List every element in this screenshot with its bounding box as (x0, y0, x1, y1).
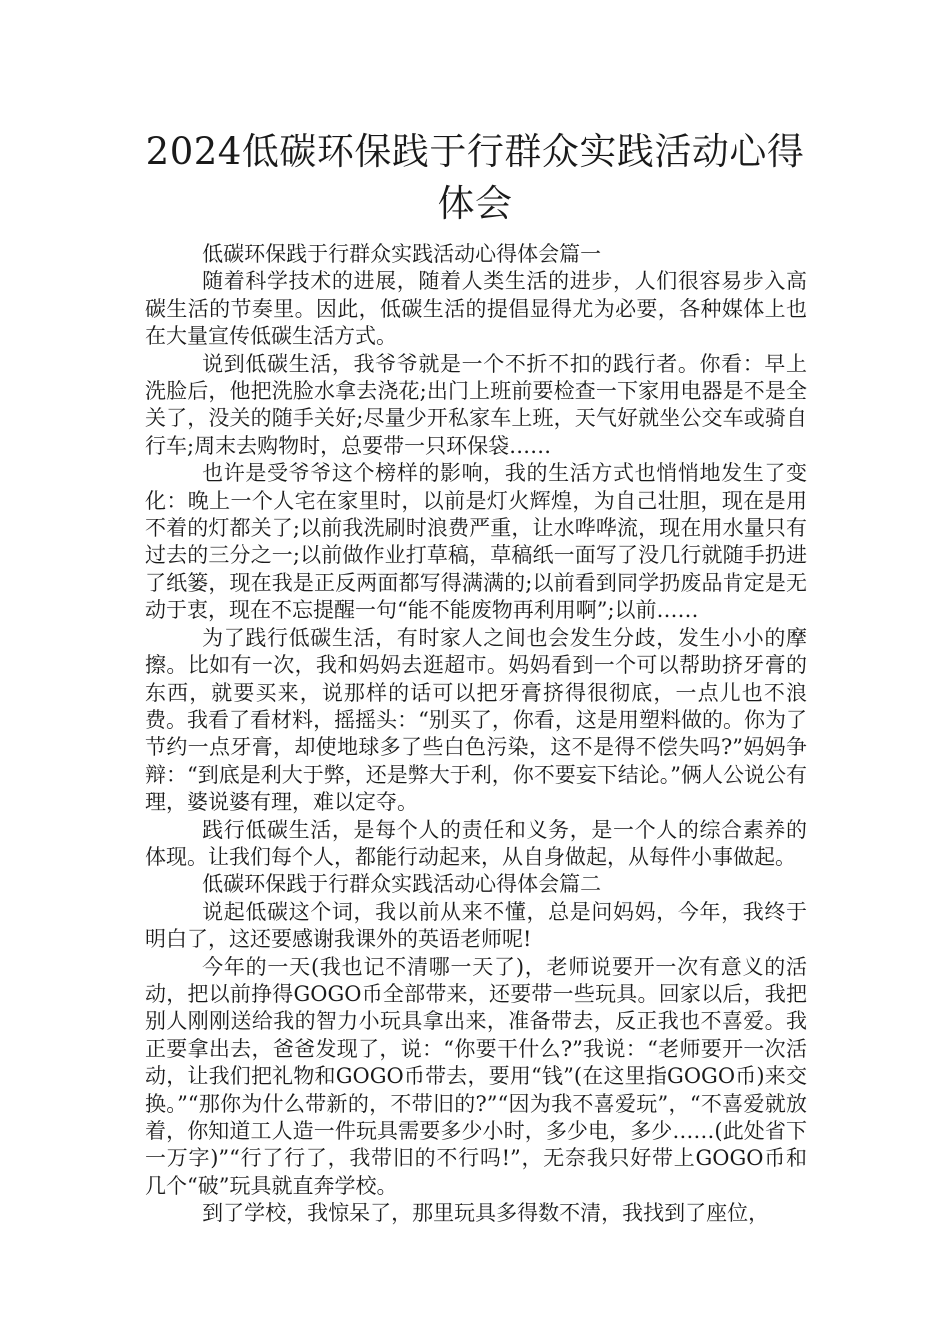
paragraph: 说起低碳这个词，我以前从来不懂，总是问妈妈，今年，我终于明白了，这还要感谢我课外的英语老师呢! (145, 899, 807, 952)
paragraph: 今年的一天(我也记不清哪一天了)，老师说要开一次有意义的活动，把以前挣得GOGO币全部带来，还要带一些玩具。回家以后，我把别人刚刚送给我的智力小玩具拿出来，准备带去，反正我也不喜爱。我正要拿出去，爸爸发现了，说：“你要干什么?”我说：“老师要开一次活动，让我们把礼物和GOGO币带去，要用“钱”(在这里指GOGO币)来交换。”“那你为什么带新的，不带旧的?”“因为我不喜爱玩”，“不喜爱就放着，你知道工人造一件玩具需要多少小时，多少电，多少……(此处省下一万字)”“行了行了，我带旧的不行吗!”，无奈我只好带上GOGO币和几个“破”玩具就直奔学校。 (145, 954, 807, 1198)
section-heading-1: 低碳环保践于行群众实践活动心得体会篇一 (202, 242, 602, 266)
document-body (145, 241, 807, 1228)
paragraph: 也许是受爷爷这个榜样的影响，我的生活方式也悄悄地发生了变化：晚上一个人宅在家里时，以前是灯火辉煌，为自己壮胆，现在是用不着的灯都关了;以前我洗刷时浪费严重，让水哗哗流，现在用水量只有过去的三分之一;以前做作业打草稿，草稿纸一面写了没几行就随手扔进了纸篓，现在我是正反两面都写得满满的;以前看到同学扔废品肯定是无动于衷，现在不忘提醒一句“能不能废物再利用啊”;以前…… (145, 461, 807, 623)
paragraph: 为了践行低碳生活，有时家人之间也会发生分歧，发生小小的摩擦。比如有一次，我和妈妈去逛超市。妈妈看到一个可以帮助挤牙膏的东西，就要买来，说那样的话可以把牙膏挤得很彻底，一点儿也不浪费。我看了看材料，摇摇头：“别买了，你看，这是用塑料做的。你为了节约一点牙膏，却使地球多了些白色污染，这不是得不偿失吗?”妈妈争辩：“到底是利大于弊，还是弊大于利，你不要妄下结论。”俩人公说公有理，婆说婆有理，难以定夺。 (145, 625, 807, 815)
section-heading-2: 低碳环保践于行群众实践活动心得体会篇二 (202, 872, 602, 897)
document-title: 2024低碳环保践于行群众实践活动心得体会 (145, 130, 805, 225)
paragraph: 到了学校，我惊呆了，那里玩具多得数不清，我找到了座位， (202, 1201, 770, 1226)
paragraph: 践行低碳生活，是每个人的责任和义务，是一个人的综合素养的体现。让我们每个人，都能行动起来，从自身做起，从每件小事做起。 (145, 817, 807, 869)
paragraph: 随着科学技术的进展，随着人类生活的进步，人们很容易步入高碳生活的节奏里。因此，低碳生活的提倡显得尤为必要，各种媒体上也在大量宣传低碳生活方式。 (145, 269, 807, 349)
paragraph: 说到低碳生活，我爷爷就是一个不折不扣的践行者。你看：早上洗脸后，他把洗脸水拿去浇花;出门上班前要检查一下家用电器是不是全关了，没关的随手关好;尽量少开私家车上班，天气好就坐公交车或骑自行车;周末去购物时，总要带一只环保袋…… (145, 351, 807, 458)
